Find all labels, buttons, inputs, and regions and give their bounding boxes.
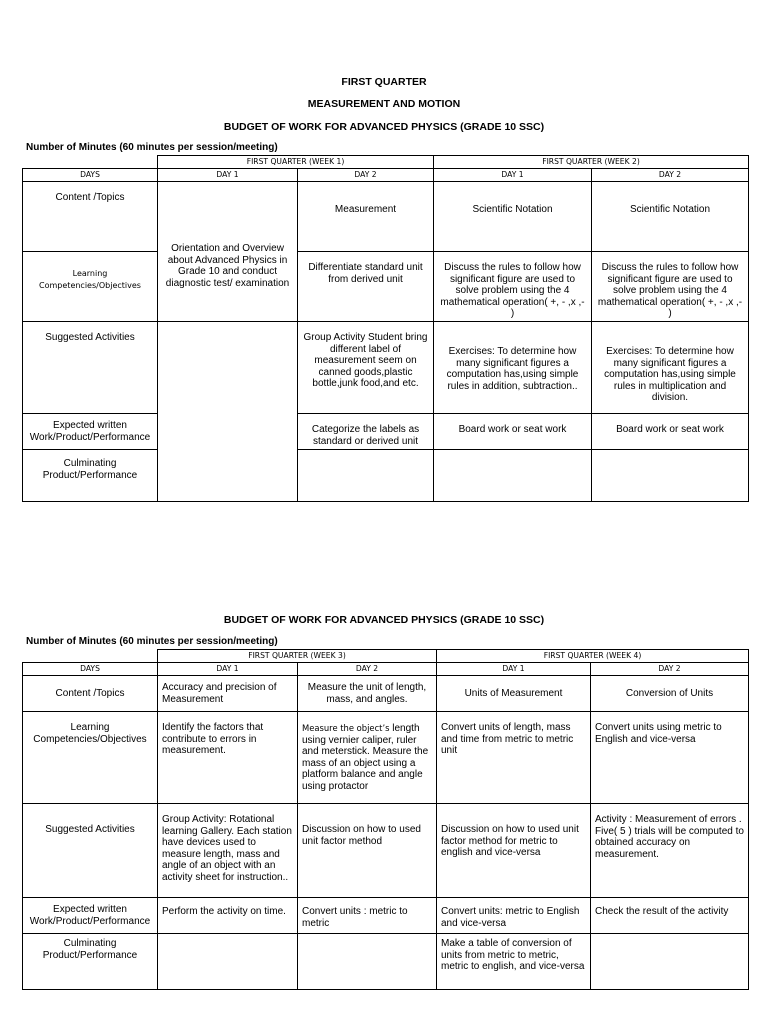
- days-header-2: DAYS: [23, 663, 158, 676]
- day-header-row: [23, 169, 749, 182]
- w1-day2-expected: Categorize the labels as standard or derived unit: [298, 414, 434, 450]
- week-1-header: FIRST QUARTER (WEEK 1): [158, 156, 434, 169]
- w4-day1-header: DAY 1: [437, 663, 591, 676]
- week-header-row-2: [23, 650, 749, 663]
- w1-day2-learning: Differentiate standard unit from derived unit: [298, 252, 434, 322]
- row-label-learning: Learning Competencies/Objectives: [23, 252, 158, 322]
- activities-row-2: [23, 804, 749, 898]
- learning-row: [23, 252, 749, 322]
- w3-day1-learning: Identify the factors that contribute to errors in measurement.: [158, 712, 298, 804]
- w4-day1-activities: Discussion on how to used unit factor method for metric to english and vice-versa: [437, 804, 591, 898]
- days-header: DAYS: [23, 169, 158, 182]
- w2-day2-expected: Board work or seat work: [592, 414, 749, 450]
- budget-heading: BUDGET OF WORK FOR ADVANCED PHYSICS (GRADE 10 SSC): [223, 121, 545, 133]
- w4-day2-content: Conversion of Units: [591, 676, 749, 712]
- activities-row: [23, 322, 749, 414]
- w3-day1-culminating: [158, 934, 298, 990]
- w3-day2-learning-text: length using vernier caliper, ruler and meterstick. Measure the mass of an object using a platform balance and angle using protactor: [302, 723, 429, 792]
- day-header-row-2: [23, 663, 749, 676]
- learning-row-2: [23, 712, 749, 804]
- culminating-row-2: [23, 934, 749, 990]
- document-title: FIRST QUARTER: [341, 76, 427, 88]
- budget-table-weeks-1-2: [22, 155, 749, 502]
- w4-day2-learning: Convert units using metric to English and vice-versa: [591, 712, 749, 804]
- w3-day2-expected: Convert units : metric to metric: [298, 898, 437, 934]
- w3-day2-content: Measure the unit of length, mass, and angles.: [298, 676, 437, 712]
- w2-day2-culminating: [592, 450, 749, 502]
- w2-day1-activities: Exercises: To determine how many significant figures a computation has,using simple rules in addition, subtraction..: [434, 322, 592, 414]
- budget-table-weeks-3-4: [22, 649, 749, 990]
- blank-corner: [23, 156, 158, 169]
- w3-day2-culminating: [298, 934, 437, 990]
- content-row: [23, 182, 749, 252]
- week-header-row: [23, 156, 749, 169]
- w3-day2-learning: [298, 712, 437, 804]
- row-label-activities-2: Suggested Activities: [23, 804, 158, 898]
- row-label-activities: Suggested Activities: [23, 322, 158, 414]
- content-row-2: [23, 676, 749, 712]
- w3-day2-header: DAY 2: [298, 663, 437, 676]
- w4-day2-header: DAY 2: [591, 663, 749, 676]
- w2-day2-header: DAY 2: [592, 169, 749, 182]
- w3-day1-activities: Group Activity: Rotational learning Gallery. Each station have devices used to measure length, mass and angle of an object with an activity sheet for instruction..: [158, 804, 298, 898]
- w3-day2-activities: Discussion on how to used unit factor method: [298, 804, 437, 898]
- w2-day1-learning: Discuss the rules to follow how significant figure are used to solve problem using the 4 mathematical operation( +, - ,x ,- ): [434, 252, 592, 322]
- w1-day2-header: DAY 2: [298, 169, 434, 182]
- w2-day2-learning: Discuss the rules to follow how significant figure are used to solve problem using the 4 mathematical operation( +, - ,x ,- ): [592, 252, 749, 322]
- expected-row: [23, 414, 749, 450]
- row-label-culminating: Culminating Product/Performance: [23, 450, 158, 502]
- w1-day2-activities: Group Activity Student bring different label of measurement seem on canned goods,plastic bottle,junk food,and etc.: [298, 322, 434, 414]
- w2-day2-content: Scientific Notation: [592, 182, 749, 252]
- w4-day2-expected: Check the result of the activity: [591, 898, 749, 934]
- week-4-header: FIRST QUARTER (WEEK 4): [437, 650, 749, 663]
- w4-day2-activities: Activity : Measurement of errors . Five( 5 ) trials will be computed to obtained accuracy on measurement.: [591, 804, 749, 898]
- w3-day1-header: DAY 1: [158, 663, 298, 676]
- minutes-note: Number of Minutes (60 minutes per session/meeting): [26, 142, 278, 153]
- row-label-content: Content /Topics: [23, 182, 158, 252]
- budget-heading-2: BUDGET OF WORK FOR ADVANCED PHYSICS (GRADE 10 SSC): [223, 614, 545, 626]
- w3-day1-expected: Perform the activity on time.: [158, 898, 298, 934]
- row-label-learning-2: Learning Competencies/Objectives: [23, 712, 158, 804]
- w3-day2-learning-lead: Measure the object’s: [302, 723, 390, 733]
- row-label-expected: Expected written Work/Product/Performance: [23, 414, 158, 450]
- w1-day1-orientation: Orientation and Overview about Advanced Physics in Grade 10 and conduct diagnostic test/ examination: [158, 182, 298, 322]
- expected-row-2: [23, 898, 749, 934]
- w2-day2-activities: Exercises: To determine how many significant figures a computation has,using simple rules in multiplication and division.: [592, 322, 749, 414]
- document-subtitle: MEASUREMENT AND MOTION: [307, 98, 461, 110]
- w2-day1-content: Scientific Notation: [434, 182, 592, 252]
- w2-day1-expected: Board work or seat work: [434, 414, 592, 450]
- week-3-header: FIRST QUARTER (WEEK 3): [158, 650, 437, 663]
- row-label-content-2: Content /Topics: [23, 676, 158, 712]
- w1-day1-header: DAY 1: [158, 169, 298, 182]
- w2-day1-culminating: [434, 450, 592, 502]
- row-label-expected-2: Expected written Work/Product/Performance: [23, 898, 158, 934]
- w4-day1-expected: Convert units: metric to English and vice-versa: [437, 898, 591, 934]
- week-2-header: FIRST QUARTER (WEEK 2): [434, 156, 749, 169]
- w3-day1-content: Accuracy and precision of Measurement: [158, 676, 298, 712]
- culminating-row: [23, 450, 749, 502]
- blank-corner-2: [23, 650, 158, 663]
- w1-day2-culminating: [298, 450, 434, 502]
- w1-day2-content: Measurement: [298, 182, 434, 252]
- minutes-note-2: Number of Minutes (60 minutes per session/meeting): [26, 636, 278, 647]
- w2-day1-header: DAY 1: [434, 169, 592, 182]
- w4-day1-culminating: Make a table of conversion of units from metric to metric, metric to english, and vice-versa: [437, 934, 591, 990]
- w1-day1-empty: [158, 322, 298, 502]
- w4-day1-learning: Convert units of length, mass and time from metric to metric unit: [437, 712, 591, 804]
- w4-day2-culminating: [591, 934, 749, 990]
- w4-day1-content: Units of Measurement: [437, 676, 591, 712]
- row-label-culminating-2: Culminating Product/Performance: [23, 934, 158, 990]
